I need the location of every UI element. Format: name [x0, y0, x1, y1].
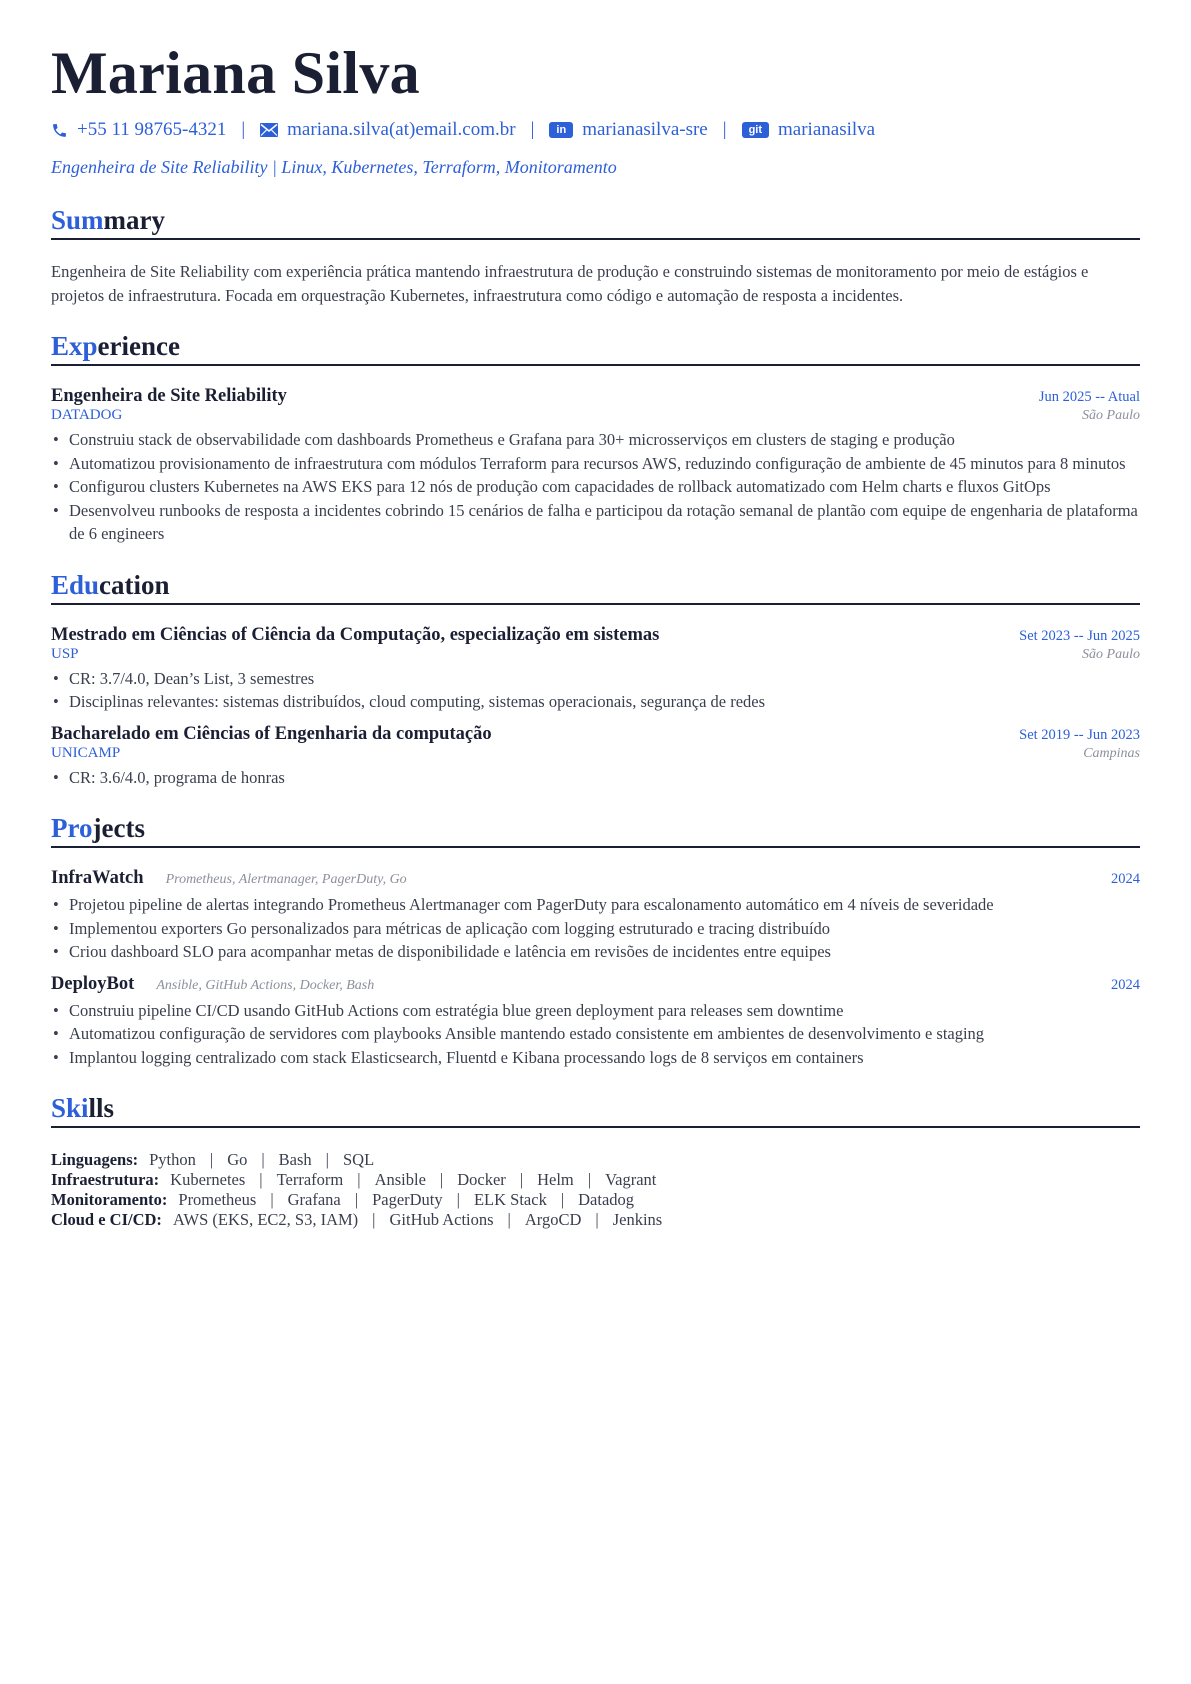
- skill-item: ArgoCD: [524, 1210, 582, 1229]
- section-title-rest: lls: [88, 1093, 115, 1123]
- skill-label: Cloud e CI/CD:: [51, 1210, 162, 1229]
- skill-separator: |: [372, 1210, 376, 1229]
- skill-separator: |: [587, 1170, 592, 1189]
- contact-linkedin[interactable]: [549, 119, 707, 141]
- contact-email[interactable]: [260, 119, 515, 141]
- bullet-item: • Criou dashboard SLO para acompanhar metas de disponibilidade e latência em revisões de incidentes entre equipes: [51, 940, 1140, 964]
- section-title-experience: [51, 329, 1140, 366]
- skill-item: Helm: [537, 1170, 574, 1189]
- project-entry: [51, 868, 1140, 964]
- contact-separator: |: [241, 119, 246, 140]
- git-icon: git: [742, 122, 769, 138]
- section-title-summary: [51, 203, 1140, 240]
- degree-date: Set 2019 -- Jun 2023: [1019, 726, 1140, 743]
- contact-bar: [51, 118, 1140, 142]
- project-name: InfraWatch: [51, 868, 144, 888]
- bullet-item: • CR: 3.7/4.0, Dean’s List, 3 semestres: [51, 667, 1140, 691]
- degree-school: UNICAMP: [51, 744, 121, 761]
- github-text: marianasilva: [778, 119, 876, 140]
- skill-separator: |: [439, 1170, 444, 1189]
- skill-label: Infraestrutura:: [51, 1170, 160, 1189]
- bullet-item: • Construiu stack de observabilidade com dashboards Prometheus e Grafana para 30+ microsserviços em clusters de staging e produção: [51, 428, 1140, 452]
- email-text: mariana.silva(at)email.com.br: [287, 119, 516, 140]
- job-bullets: [51, 428, 1140, 546]
- skill-label: Monitoramento:: [51, 1190, 168, 1209]
- job-company: DATADOG: [51, 407, 123, 423]
- section-title-accent: Edu: [51, 569, 100, 600]
- skill-separator: |: [261, 1150, 265, 1169]
- job-date: Jun 2025 -- Atual: [1038, 389, 1140, 405]
- linkedin-text: marianasilva-sre: [582, 119, 708, 140]
- contact-github[interactable]: [742, 119, 876, 141]
- project-name: DeployBot: [51, 973, 135, 994]
- degree-bullets: [51, 766, 1140, 790]
- skill-item: Bash: [278, 1150, 312, 1169]
- project-tech: Ansible, GitHub Actions, Docker, Bash: [156, 977, 375, 993]
- skill-item: Terraform: [276, 1170, 344, 1189]
- bullet-item: • Construiu pipeline CI/CD usando GitHub Actions com estratégia blue green deployment para releases sem downtime: [51, 999, 1140, 1023]
- section-title-accent: Pro: [51, 813, 93, 843]
- skill-item: AWS (EKS, EC2, S3, IAM): [172, 1210, 359, 1229]
- bullet-item: • CR: 3.6/4.0, programa de honras: [51, 766, 1140, 790]
- envelope-icon: [260, 123, 278, 137]
- bullet-item: • Configurou clusters Kubernetes na AWS EKS para 12 nós de produção com capacidades de rollback automatizado com Helm charts e fluxos GitOps: [51, 475, 1140, 499]
- skill-separator: |: [456, 1190, 460, 1209]
- project-year: 2024: [1111, 871, 1140, 887]
- skill-row: [51, 1210, 1140, 1230]
- section-title-projects: [51, 811, 1140, 848]
- skill-item: GitHub Actions: [389, 1210, 494, 1229]
- project-entry: [51, 974, 1140, 1070]
- skill-row: [51, 1150, 1140, 1170]
- section-title-education: [51, 568, 1140, 605]
- skill-item: Go: [227, 1150, 248, 1169]
- skill-item: Datadog: [578, 1190, 635, 1209]
- skill-row: [51, 1190, 1140, 1210]
- phone-icon: [51, 122, 68, 139]
- skill-item: Python: [149, 1150, 196, 1169]
- degree-date: Set 2023 -- Jun 2025: [1019, 627, 1140, 644]
- education-entry: [51, 625, 1140, 714]
- skill-item: Ansible: [374, 1170, 426, 1189]
- bullet-item: • Projetou pipeline de alertas integrando Prometheus Alertmanager com PagerDuty para escalonamento automático em 4 níveis de severidade: [51, 893, 1140, 917]
- degree-title: Mestrado em Ciências of Ciência da Computação, especialização em sistemas: [51, 624, 660, 645]
- bullet-item: • Implantou logging centralizado com stack Elasticsearch, Fluentd e Kibana processando logs de 8 serviços em containers: [51, 1046, 1140, 1070]
- contact-separator: |: [530, 119, 535, 140]
- education-entry: [51, 724, 1140, 790]
- contact-phone[interactable]: [51, 119, 226, 141]
- skill-separator: |: [259, 1170, 263, 1189]
- skill-separator: |: [507, 1210, 511, 1229]
- skills-block: [51, 1150, 1140, 1230]
- bullet-item: • Desenvolveu runbooks de resposta a incidentes cobrindo 15 cenários de falha e participou da rotação semanal de plantão com equipe de engenharia de plataforma de 6 engineers: [51, 499, 1140, 546]
- degree-title: Bacharelado em Ciências of Engenharia da computação: [51, 723, 492, 744]
- section-title-rest: jects: [92, 813, 145, 843]
- last-name: Silva: [291, 40, 420, 106]
- skill-item: ELK Stack: [473, 1190, 547, 1209]
- skill-item: PagerDuty: [372, 1190, 443, 1209]
- bullet-item: • Disciplinas relevantes: sistemas distribuídos, cloud computing, sistemas operacionais, segurança de redes: [51, 690, 1140, 714]
- contact-separator: |: [722, 119, 727, 140]
- skill-separator: |: [357, 1170, 361, 1189]
- skill-separator: |: [595, 1210, 599, 1229]
- skill-item: SQL: [342, 1150, 375, 1169]
- section-title-accent: Sum: [51, 205, 104, 235]
- skill-item: Vagrant: [605, 1170, 657, 1189]
- skill-item: Jenkins: [612, 1210, 663, 1229]
- experience-entry: [51, 386, 1140, 546]
- tagline: Engenheira de Site Reliability | Linux, Kubernetes, Terraform, Monitoramento: [51, 157, 617, 177]
- skill-label: Linguagens:: [51, 1150, 139, 1169]
- bullet-item: • Implementou exporters Go personalizados para métricas de aplicação com logging estruturado e tracing distribuído: [51, 917, 1140, 941]
- project-tech: Prometheus, Alertmanager, PagerDuty, Go: [165, 872, 407, 887]
- section-title-rest: cation: [99, 569, 170, 600]
- linkedin-icon: in: [549, 122, 573, 138]
- skill-separator: |: [560, 1190, 565, 1209]
- first-name: Mariana: [51, 40, 277, 106]
- section-title-skills: [51, 1091, 1140, 1128]
- degree-bullets: [51, 667, 1140, 714]
- project-bullets: [51, 999, 1140, 1070]
- skill-item: Grafana: [287, 1190, 341, 1209]
- section-title-rest: erience: [97, 331, 180, 361]
- phone-text: +55 11 98765-4321: [77, 119, 227, 140]
- skill-separator: |: [325, 1150, 329, 1169]
- skill-item: Docker: [457, 1170, 506, 1189]
- bullet-item: • Automatizou provisionamento de infraestrutura com módulos Terraform para recursos AWS, reduzindo configuração de ambiente de 45 minutos para 8 minutos: [51, 452, 1140, 476]
- skill-row: [51, 1170, 1140, 1190]
- job-title: Engenheira de Site Reliability: [51, 386, 287, 406]
- skill-item: Kubernetes: [170, 1170, 246, 1189]
- section-title-rest: mary: [103, 205, 166, 235]
- degree-location: Campinas: [1083, 745, 1140, 761]
- section-title-accent: Exp: [51, 331, 98, 361]
- skill-separator: |: [354, 1190, 359, 1209]
- bullet-item: • Automatizou configuração de servidores com playbooks Ansible mantendo estado consistente em ambientes de desenvolvimento e staging: [51, 1022, 1140, 1046]
- skill-separator: |: [209, 1150, 214, 1169]
- job-location: São Paulo: [1082, 408, 1140, 423]
- skill-item: Prometheus: [178, 1190, 257, 1209]
- section-title-accent: Ski: [51, 1093, 89, 1123]
- project-bullets: [51, 893, 1140, 964]
- degree-school: USP: [51, 645, 79, 662]
- skill-separator: |: [519, 1170, 524, 1189]
- summary-text: Engenheira de Site Reliability com experiência prática mantendo infraestrutura de produção e construindo sistemas de monitoramento por meio de estágios e projetos de infraestrutura. Focada em orquestração Kubernetes, infraestrutura como código e automação de resposta a incidentes.: [51, 262, 1089, 305]
- project-year: 2024: [1111, 976, 1140, 993]
- degree-location: São Paulo: [1082, 646, 1140, 662]
- candidate-name: [51, 38, 1140, 108]
- skill-separator: |: [270, 1190, 274, 1209]
